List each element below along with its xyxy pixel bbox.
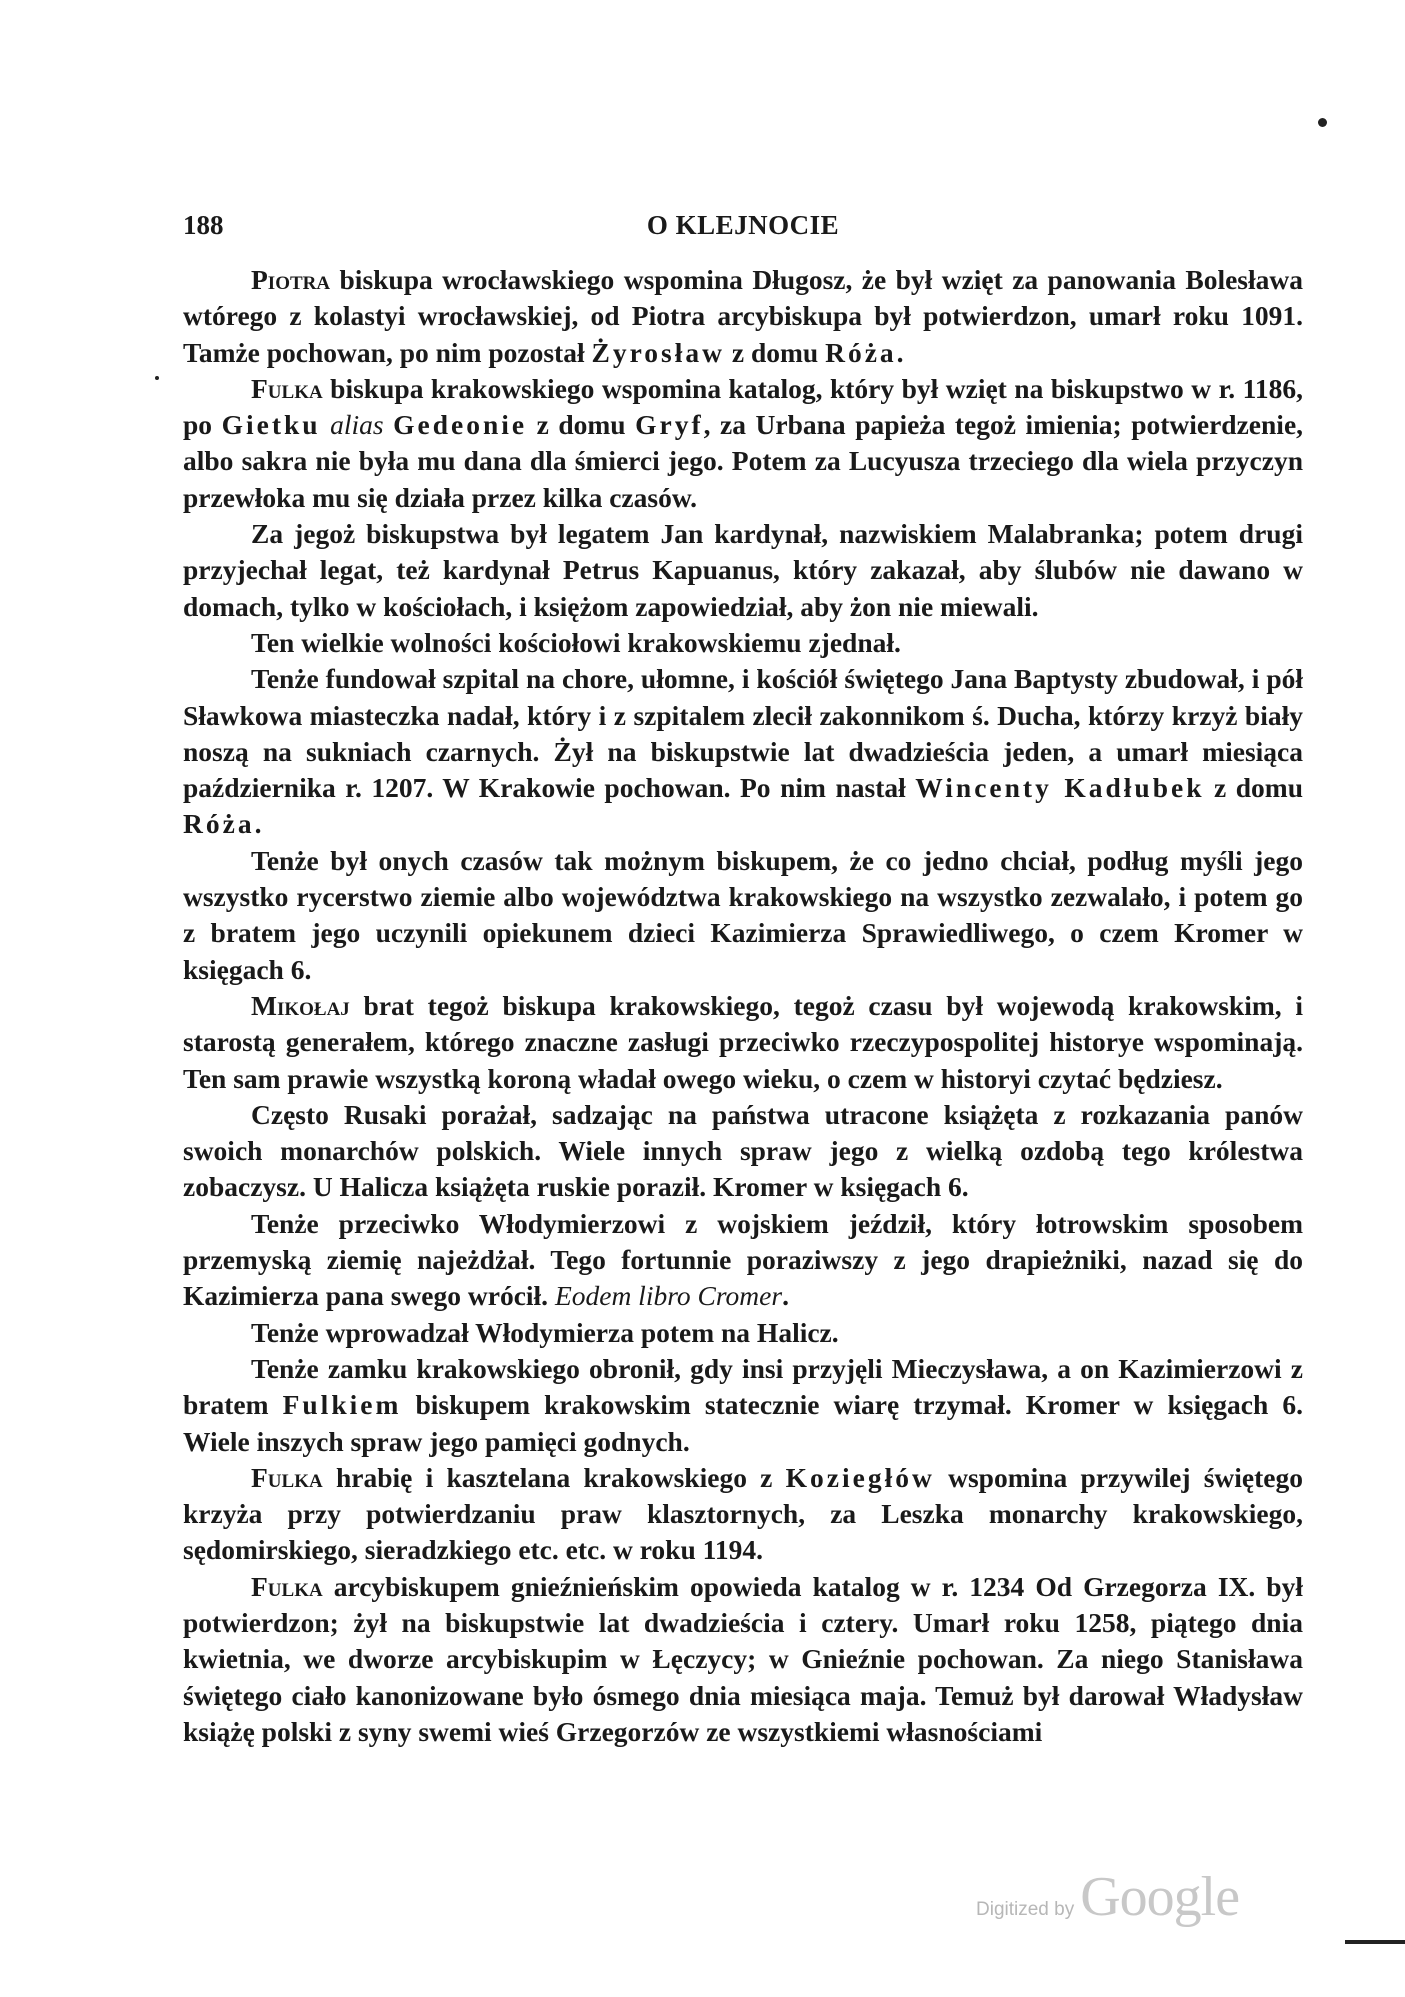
paragraph xyxy=(183,1351,1303,1460)
paragraph xyxy=(183,1315,1303,1351)
scan-edge-mark xyxy=(1345,1940,1405,1944)
text-run xyxy=(321,409,331,440)
emphasis-run: Fulka xyxy=(251,1570,323,1602)
emphasis-run: Róża xyxy=(183,808,255,840)
emphasis-run: Gedeonie xyxy=(393,409,528,441)
emphasis-run: Gryf xyxy=(635,409,704,441)
text-run: . xyxy=(896,336,904,368)
ink-speck xyxy=(1318,118,1327,127)
text-run: Za jegoż biskupstwa był legatem Jan kardynał, nazwiskiem Malabranka; potem drugi przyjechał legat, też kardynał Petrus Kapuanus, który zakazał, aby ślubów nie dawano w domach, tylko w kościołach, i księżom zapowiedział, aby żon nie miewali. xyxy=(183,518,1303,622)
body-text xyxy=(183,262,1303,1750)
emphasis-run: Mikołaj xyxy=(251,989,350,1021)
text-run: , za Urbana papieża tegoż imienia; potwierdzenie, albo sakra nie była mu dana dla śmierci jego. Potem za Lucyusza trzeciego dla wiela przyczyn przewłoka mu się działa przez kilka czasów. xyxy=(183,409,1304,513)
emphasis-run: Gietku xyxy=(221,409,321,441)
text-run: z domu xyxy=(527,409,636,441)
emphasis-run: Piotra xyxy=(251,264,331,295)
text-run: z domu xyxy=(725,336,826,368)
emphasis-run: Fulka xyxy=(251,372,323,404)
digitized-by-watermark xyxy=(976,1865,1276,1928)
text-run: Ten wielkie wolności kościołowi krakowskiemu zjednał. xyxy=(251,626,901,658)
text-run: arcybiskupem gnieźnieńskim opowieda katalog w r. 1234 Od Grzegorza IX. był potwierdzon; żył na biskupstwie lat dwadzieścia i cztery. Umarł roku 1258, piątego dnia kwietnia, we dworze arcybiskupim w Łęczycy; w Gnieźnie pochowan. Za niego Stanisława świętego ciało kanonizowane było ósmego dnia miesiąca maja. Temuż był darował Władysław książę polski z syny swemi wieś Grzegorzów ze wszystkiemi własnościami xyxy=(183,1570,1303,1747)
page-number: 188 xyxy=(183,210,224,240)
ink-speck xyxy=(155,376,159,380)
text-run: hrabię i kasztelana krakowskiego z xyxy=(322,1461,786,1493)
text-run: Tenże był onych czasów tak możnym biskupem, że co jedno chciał, podług myśli jego wszystko rycerstwo ziemie albo województwa krakowskiego na wszystko zezwalało, i potem go z bratem jego uczynili opiekunem dzieci Kazimierza Sprawiedliwego, o czem Kromer w księgach 6. xyxy=(183,844,1303,985)
google-logo: Google xyxy=(1080,1866,1240,1928)
emphasis-run: alias xyxy=(330,409,384,441)
text-run: Tenże wprowadzał Włodymierza potem na Halicz. xyxy=(251,1316,839,1348)
emphasis-run: Fulka xyxy=(251,1461,323,1493)
text-run: biskupa krakowskiego wspomina katalog, który był wzięt na biskupstwo w r. 1186, po xyxy=(183,372,1303,441)
paragraph xyxy=(183,1460,1303,1569)
paragraph xyxy=(183,516,1303,625)
emphasis-run: Koziegłów xyxy=(785,1461,935,1493)
digitized-label: Digitized by xyxy=(976,1899,1075,1920)
text-run: . xyxy=(782,1280,789,1312)
text-run: Tenże przeciwko Włodymierzowi z wojskiem jeździł, który łotrowskim sposobem przemyską ziemię najeżdżał. Tego fortunnie poraziwszy z jego drapieżniki, nazad się do Kazimierza pana swego wrócił. xyxy=(183,1207,1303,1312)
paragraph xyxy=(183,843,1303,988)
running-title: O KLEJNOCIE xyxy=(646,210,840,240)
text-run: Często Rusaki porażał, sadzając na państwa utracone książęta z rozkazania panów swoich monarchów polskich. Wiele innych spraw jego z wielką ozdobą tego królestwa zobaczysz. U Halicza książęta ruskie poraził. Kromer w księgach 6. xyxy=(183,1098,1303,1203)
text-run xyxy=(384,409,394,440)
emphasis-run: Żyrosław xyxy=(591,336,725,368)
paragraph xyxy=(183,371,1303,516)
page-header xyxy=(183,210,1303,250)
emphasis-run: Wincenty Kadłubek xyxy=(915,772,1205,804)
text-run: wspomina przywilej świętego krzyża przy potwierdzaniu praw klasztornych, za Leszka monarchy krakowskiego, sędomirskiego, sieradzkiego etc. etc. w roku 1194. xyxy=(183,1461,1303,1566)
emphasis-run: Fulkiem xyxy=(282,1389,402,1421)
emphasis-run: Eodem libro Cromer xyxy=(554,1280,783,1312)
paragraph xyxy=(183,988,1303,1097)
paragraph xyxy=(183,661,1303,842)
paragraph xyxy=(183,1206,1303,1315)
text-run: biskupem krakowskim statecznie wiarę trzymał. Kromer w księgach 6. Wiele inszych spraw jego pamięci godnych. xyxy=(183,1389,1303,1457)
text-run: z domu xyxy=(1204,772,1304,804)
emphasis-run: Róża xyxy=(825,336,897,368)
text-run: . xyxy=(254,808,262,840)
paragraph xyxy=(183,1097,1303,1206)
text-run: Tenże fundował szpital na chore, ułomne, i kościół świętego Jana Baptysty zbudował, i pół Sławkowa miasteczka nadał, który i z szpitalem zlecił zakonnikom ś. Ducha, którzy krzyż biały noszą na sukniach czarnych. Żył na biskupstwie lat dwadzieścia jeden, a umarł miesiąca października r. 1207. W Krakowie pochowan. Po nim nastał xyxy=(183,663,1303,804)
text-run: brat tegoż biskupa krakowskiego, tegoż czasu był wojewodą krakowskim, i starostą generałem, którego znaczne zasługi przeciwko rzeczypospolitej historye wspominają. Ten sam prawie wszystką koroną władał owego wieku, o czem w historyi czytać będziesz. xyxy=(183,989,1303,1094)
text-run: Tenże zamku krakowskiego obronił, gdy insi przyjęli Mieczysława, a on Kazimierzowi z bratem xyxy=(183,1352,1303,1421)
text-run: biskupa wrocławskiego wspomina Długosz, że był wzięt za panowania Bolesława wtórego z kolastyi wrocławskiej, od Piotra arcybiskupa był potwierdzon, umarł roku 1091. Tamże pochowan, po nim pozostał xyxy=(183,264,1303,368)
paragraph xyxy=(183,1569,1303,1750)
paragraph xyxy=(183,625,1303,661)
paragraph xyxy=(183,262,1303,371)
